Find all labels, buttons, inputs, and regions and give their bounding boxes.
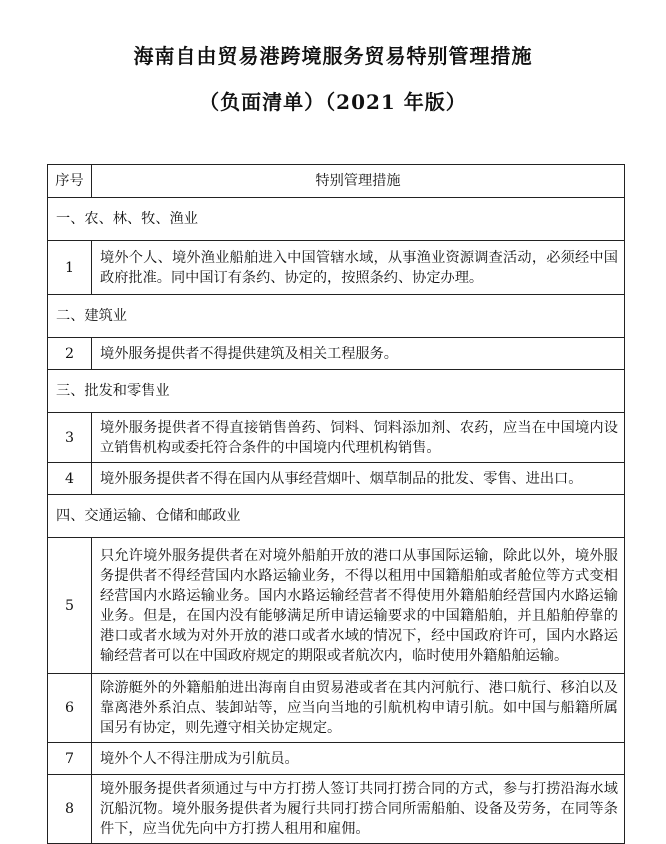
document-title: 海南自由贸易港跨境服务贸易特别管理措施: [133, 44, 533, 68]
table-row: [48, 538, 625, 674]
row-number: 8: [48, 775, 92, 844]
row-text: 除游艇外的外籍船舶进出海南自由贸易港或者在其内河航行、港口航行、移泊以及靠离港外系泊点、装卸站等，应当向当地的引航机构申请引航。如中国与船籍所属国另有协定，则先遵守相关协定规定。: [92, 674, 625, 743]
row-number: 3: [48, 413, 92, 463]
row-number: 2: [48, 338, 92, 370]
row-number: 1: [48, 241, 92, 295]
table-header-row: [48, 165, 625, 198]
header-number: 序号: [48, 165, 92, 198]
row-number: 7: [48, 743, 92, 775]
row-text: 境外个人不得注册成为引航员。: [92, 743, 625, 775]
document-subtitle: （负面清单）（2021 年版）: [199, 90, 467, 114]
section-heading: 三、批发和零售业: [48, 370, 625, 413]
section-row: [48, 198, 625, 241]
row-text: 境外服务提供者不得提供建筑及相关工程服务。: [92, 338, 625, 370]
row-text: 境外服务提供者不得直接销售兽药、饲料、饲料添加剂、农药，应当在中国境内设立销售机构或委托符合条件的中国境内代理机构销售。: [92, 413, 625, 463]
row-text: 只允许境外服务提供者在对境外船舶开放的港口从事国际运输，除此以外，境外服务提供者不得经营国内水路运输业务，不得以租用中国籍船舶或者舱位等方式变相经营国内水路运输业务。国内水路运输经营者不得使用外籍船舶经营国内水路运输业务。但是，在国内没有能够满足所申请运输要求的中国籍船舶，并且船舶停靠的港口或者水域为对外开放的港口或者水域的情况下，经中国政府许可，国内水路运输经营者可以在中国政府规定的期限或者航次内，临时使用外籍船舶运输。: [92, 538, 625, 674]
row-text: 境外服务提供者不得在国内从事经营烟叶、烟草制品的批发、零售、进出口。: [92, 463, 625, 495]
measures-table: [47, 164, 625, 844]
table-row: [48, 674, 625, 743]
table-row: [48, 463, 625, 495]
row-number: 4: [48, 463, 92, 495]
section-row: [48, 495, 625, 538]
header-measures: 特别管理措施: [92, 165, 625, 198]
row-text: 境外个人、境外渔业船舶进入中国管辖水域，从事渔业资源调查活动，必须经中国政府批准。同中国订有条约、协定的，按照条约、协定办理。: [92, 241, 625, 295]
row-number: 6: [48, 674, 92, 743]
table-row: [48, 338, 625, 370]
section-row: [48, 295, 625, 338]
table-row: [48, 743, 625, 775]
section-heading: 四、交通运输、仓储和邮政业: [48, 495, 625, 538]
table-row: [48, 241, 625, 295]
table-row: [48, 413, 625, 463]
section-heading: 二、建筑业: [48, 295, 625, 338]
section-row: [48, 370, 625, 413]
section-heading: 一、农、林、牧、渔业: [48, 198, 625, 241]
table-row: [48, 775, 625, 844]
row-number: 5: [48, 538, 92, 674]
row-text: 境外服务提供者须通过与中方打捞人签订共同打捞合同的方式，参与打捞沿海水域沉船沉物。境外服务提供者为履行共同打捞合同所需船舶、设备及劳务，在同等条件下，应当优先向中方打捞人租用和雇佣。: [92, 775, 625, 844]
